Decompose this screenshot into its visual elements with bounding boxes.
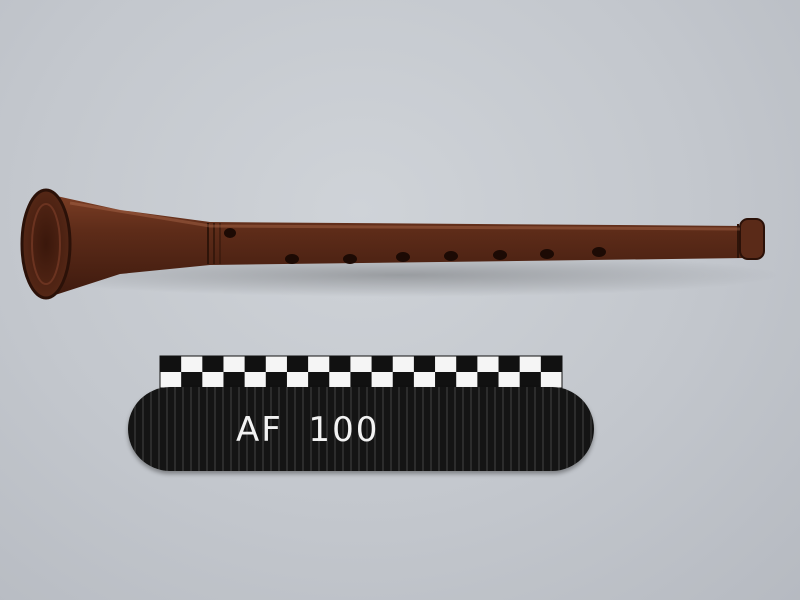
flute-bell	[22, 190, 70, 298]
finger-hole	[493, 250, 507, 260]
scale-bar-square	[520, 372, 542, 388]
scale-bar-square	[372, 356, 394, 372]
scale-bar-square	[266, 356, 288, 372]
finger-hole	[343, 254, 357, 264]
scale-bar-square	[202, 356, 224, 372]
scale-bar-square	[393, 356, 415, 372]
finger-hole	[224, 228, 236, 238]
scale-bar-square	[456, 372, 478, 388]
scale-bar-square	[223, 356, 245, 372]
finger-hole	[592, 247, 606, 257]
scale-bar-square	[477, 356, 499, 372]
scale-bar-square	[350, 372, 372, 388]
scale-bar-square	[266, 372, 288, 388]
scale-bar-square	[202, 372, 224, 388]
scale-bar-square	[245, 372, 267, 388]
scale-bar-square	[245, 356, 267, 372]
scale-bar-square	[435, 356, 457, 372]
scale-bar-square	[414, 372, 436, 388]
scale-bar-square	[499, 356, 521, 372]
scale-bar-square	[287, 356, 309, 372]
finger-hole	[396, 252, 410, 262]
finger-hole	[540, 249, 554, 259]
catalog-label-text: AF 100	[236, 410, 380, 450]
scale-bar-square	[372, 372, 394, 388]
scale-bar-square	[477, 372, 499, 388]
scale-bar-square	[287, 372, 309, 388]
scale-bar-square	[541, 372, 563, 388]
scale-bar-square	[499, 372, 521, 388]
flute-end-cap	[740, 219, 764, 259]
scale-bar-square	[329, 372, 351, 388]
finger-hole	[444, 251, 458, 261]
scale-bar-square	[350, 356, 372, 372]
scale-bar-square	[541, 356, 563, 372]
scale-bar-square	[456, 356, 478, 372]
finger-hole	[285, 254, 299, 264]
scale-bar-square	[393, 372, 415, 388]
scale-bar-square	[181, 356, 203, 372]
scale-bar-square	[435, 372, 457, 388]
scale-bar	[160, 356, 563, 388]
scale-bar-square	[181, 372, 203, 388]
scale-bar-square	[329, 356, 351, 372]
scale-bar-square	[520, 356, 542, 372]
scale-bar-square	[414, 356, 436, 372]
scale-bar-square	[223, 372, 245, 388]
scale-bar-square	[308, 372, 330, 388]
scale-bar-square	[160, 372, 182, 388]
scale-bar-square	[160, 356, 182, 372]
scale-bar-square	[308, 356, 330, 372]
